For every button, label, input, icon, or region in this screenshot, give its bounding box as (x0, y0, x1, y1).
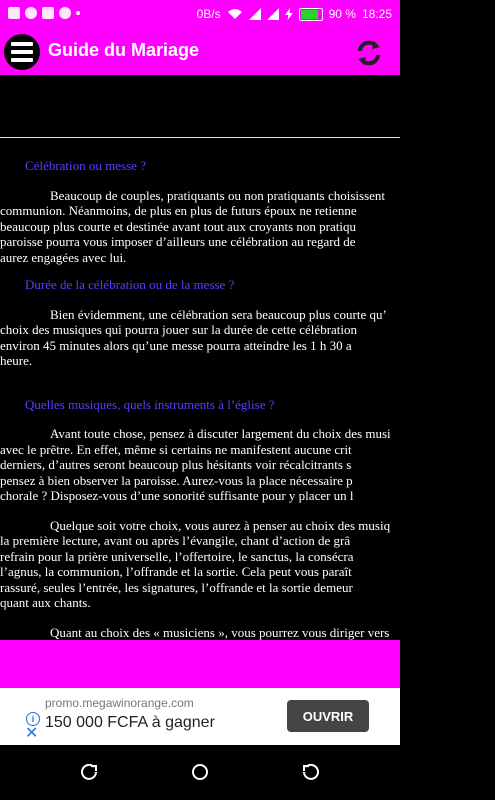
dot-icon (76, 11, 80, 15)
hamburger-menu-icon[interactable] (4, 34, 40, 70)
cloud-upload-icon (59, 7, 71, 19)
signal-icon (249, 8, 261, 20)
signal-icon (267, 8, 279, 20)
close-icon[interactable]: ✕ (25, 725, 39, 742)
section-heading: Célébration ou messe ? (25, 158, 146, 173)
home-icon[interactable] (191, 763, 209, 781)
status-bar (0, 0, 400, 30)
battery-icon (299, 8, 323, 21)
battery-percent: 90 % (328, 7, 356, 21)
wifi-icon (227, 8, 243, 20)
clock: 18:25 (361, 7, 392, 21)
cloud-icon (25, 7, 37, 19)
app-title: Guide du Mariage (48, 40, 200, 60)
bottom-band (0, 640, 400, 688)
paragraph: Bien évidemment, une célébration sera beaucoup plus courte qu’ choix des musiques qui pourra jouer sur la durée de cette célébration environ 45 minutes alors qu’une messe pourra atteindre les 1 h 30 a heure. (0, 306, 387, 368)
back-icon[interactable] (302, 763, 320, 781)
network-speed: 0B/s (196, 7, 221, 21)
article-content (0, 158, 400, 640)
paragraph: Avant toute chose, pensez à discuter largement du choix des musi avec le prêtre. En effet, même si certains ne manifestent aucune crit derniers, d’autres seront beaucoup plus hésitants voir récalcitrants s pensez à bien observer la paroisse. Aurez-vous la place nécessaire p chorale ? Disposez-vous d’une sonorité suffisante pour y placer un l (0, 426, 391, 503)
section-heading: Quelles musiques, quels instruments à l’église ? (25, 396, 275, 412)
paragraph: Quant au choix des « musiciens », vous pourrez vous diriger vers (50, 624, 390, 640)
paragraph: Beaucoup de couples, pratiquants ou non pratiquants choisissent communion. Néanmoins, de plus en plus de futurs époux ne retienne beaucoup plus courte et destinée avant tout aux croyants non pratiqu paroisse pourra vous imposer d’ailleurs une célébration au regard de aurez engagées avec lui. (0, 187, 386, 265)
ad-url: promo.megawinorange.com (45, 696, 194, 710)
status-bar-right (197, 7, 392, 21)
charging-icon (285, 8, 293, 20)
ad-open-button[interactable]: OUVRIR (287, 700, 369, 732)
app-toolbar (0, 30, 400, 75)
ad-headline[interactable]: 150 000 FCFA à gagner (45, 714, 215, 731)
status-bar-left-icons (8, 7, 80, 19)
photo-icon (42, 7, 54, 19)
paragraph: Quelque soit votre choix, vous aurez à penser au choix des musiq la première lecture, avant ou après l’évangile, chant d’action de grâ refrain pour la prière universelle, l’offertoire, le sanctus, la consécra l’agnus, la communion, l’offrande et la sortie. Cela peut vous paraît rassuré, seules l’entrée, les signatures, l’offrande et la sortie demeur quant aux chants. (0, 517, 391, 610)
content-divider (0, 137, 400, 138)
section-heading: Durée de la célébration ou de la messe ? (25, 277, 235, 292)
notification-icon (8, 7, 20, 19)
info-icon[interactable]: i (26, 712, 40, 726)
ad-banner[interactable] (0, 688, 400, 745)
navigation-bar (0, 745, 400, 800)
recent-apps-icon[interactable] (80, 763, 98, 781)
refresh-icon[interactable] (354, 38, 384, 68)
